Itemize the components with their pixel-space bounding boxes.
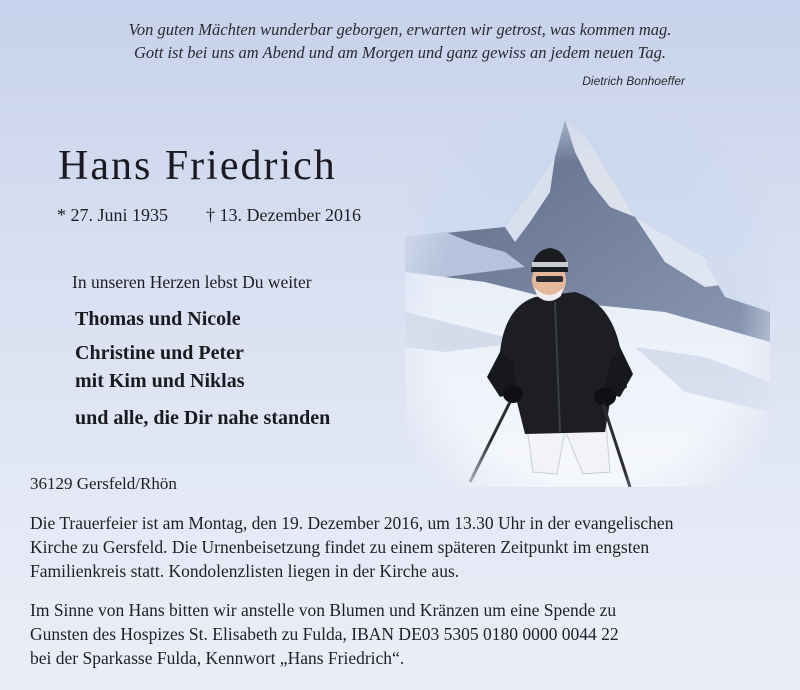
birth-date: * 27. Juni 1935 [57, 205, 169, 225]
ceremony-line: Familienkreis statt. Kondolenzlisten liegen in der Kirche aus. [30, 561, 460, 581]
deceased-name: Hans Friedrich [58, 143, 337, 189]
ceremony-line: Kirche zu Gersfeld. Die Urnenbeisetzung findet zu einem späteren Zeitpunkt im engsten [30, 537, 650, 557]
mourner-line: und alle, die Dir nahe standen [75, 407, 331, 429]
quote-line-2: Gott ist bei uns am Abend und am Morgen und ganz gewiss an jedem neuen Tag. [134, 43, 666, 62]
donation-line: bei der Sparkasse Fulda, Kennwort „Hans Friedrich“. [30, 648, 405, 668]
photo-skier-matterhorn [405, 112, 770, 487]
donation-line: Im Sinne von Hans bitten wir anstelle von Blumen und Kränzen um eine Spende zu [30, 600, 617, 620]
mourner-line: Christine und Peter [75, 342, 244, 364]
location: 36129 Gersfeld/Rhön [30, 474, 177, 493]
quote-author: Dietrich Bonhoeffer [582, 74, 685, 88]
ceremony-paragraph [30, 511, 772, 583]
death-date: † 13. Dezember 2016 [206, 205, 361, 225]
donation-paragraph [30, 598, 772, 670]
mourner-line: Thomas und Nicole [75, 308, 241, 330]
quote-line-1: Von guten Mächten wunderbar geborgen, erwarten wir getrost, was kommen mag. [128, 20, 672, 39]
bonhoeffer-quote [0, 18, 800, 64]
ceremony-line: Die Trauerfeier ist am Montag, den 19. Dezember 2016, um 13.30 Uhr in der evangelischen [30, 513, 674, 533]
donation-line: Gunsten des Hospizes St. Elisabeth zu Fulda, IBAN DE03 5305 0180 0000 0044 22 [30, 624, 619, 644]
mourner-line: mit Kim und Niklas [75, 370, 245, 392]
motto: In unseren Herzen lebst Du weiter [72, 272, 312, 292]
